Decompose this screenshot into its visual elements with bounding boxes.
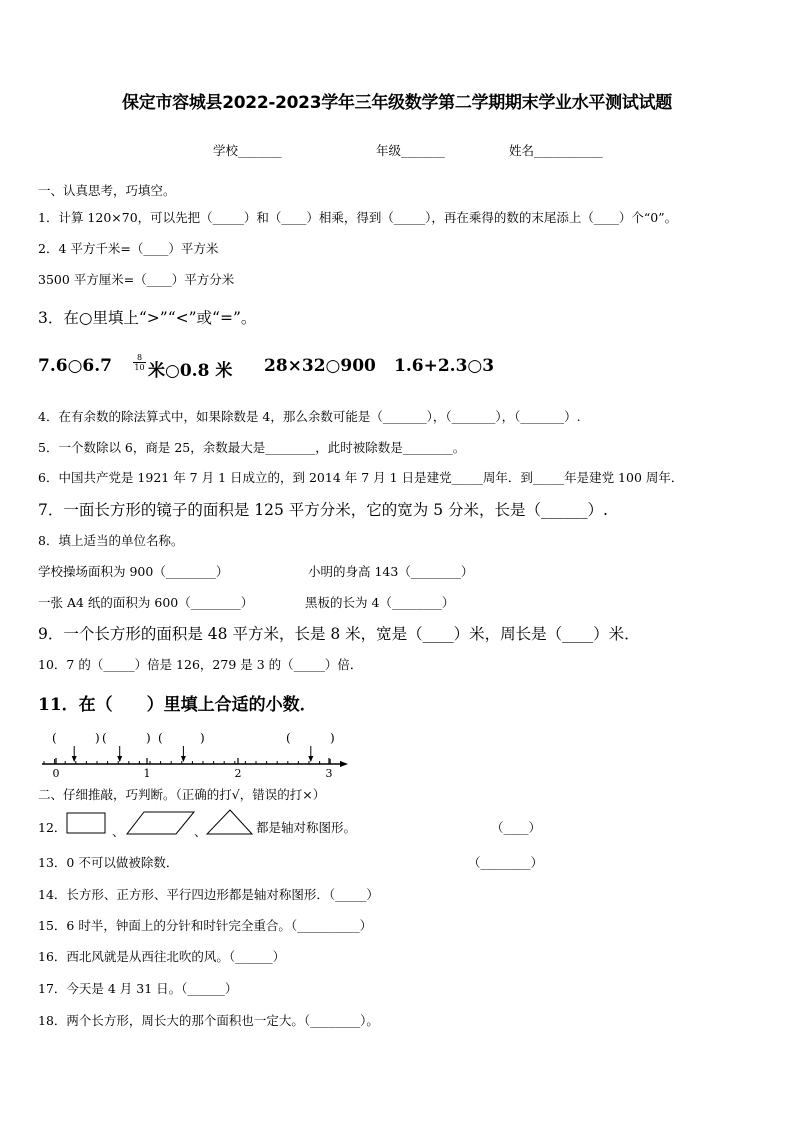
question-1: 1．计算 120×70，可以先把（_____）和（____）相乘，得到（_____），再在乘得的数的末尾添上（____）个“0”。: [38, 210, 678, 225]
shape-triangle: [206, 808, 254, 836]
number-line: [38, 726, 358, 782]
question-7: 7．一面长方形的镜子的面积是 125 平方分米，它的宽为 5 分米，长是（______）.: [38, 501, 608, 519]
compare-item-1: 7.6○6.7: [38, 356, 112, 376]
grade-field: 年级_______: [376, 143, 445, 158]
number-line-tick-label: 3: [325, 767, 333, 780]
compare-fraction: [133, 353, 146, 372]
page-title: 保定市容城县2022-2023学年三年级数学第二学期期末学业水平测试试题: [122, 93, 672, 113]
question-14: 14．长方形、正方形、平行四边形都是轴对称图形．（_____）: [38, 887, 379, 902]
section-2-heading: 二、仔细推敲，巧判断。（正确的打√，错误的打×）: [38, 787, 326, 802]
question-11: 11．在（ ）里填上合适的小数．: [38, 695, 317, 715]
question-13: 13．0 不可以做被除数．: [38, 855, 179, 870]
question-9: 9．一个长方形的面积是 48 平方米，长是 8 米，宽是（____）米，周长是（____）米．: [38, 625, 640, 643]
compare-item-2: 米○0.8 米: [148, 361, 233, 381]
question-12-answer: （____）: [491, 820, 542, 835]
shape-parallelogram: [126, 810, 196, 836]
question-2a: 2．4 平方千米=（____）平方米: [38, 241, 219, 256]
shape-rectangle: [66, 812, 108, 836]
question-8a: 学校操场面积为 900（________）: [38, 564, 229, 579]
question-12-sep-2: 、: [194, 824, 207, 839]
number-line-tick-label: 1: [143, 767, 151, 780]
question-5: 5．一个数除以 6，商是 25，余数最大是________，此时被除数是________。: [38, 440, 466, 455]
question-15: 15．6 时半，钟面上的分针和时针完全重合。（__________）: [38, 918, 373, 933]
question-13-answer: （________）: [468, 855, 544, 870]
number-line-answer-bracket: ): [200, 731, 205, 745]
question-12-number: 12．: [38, 820, 67, 835]
number-line-answer-bracket: ): [330, 731, 335, 745]
compare-item-3: 28×32○900: [264, 356, 376, 376]
question-12-text: 都是轴对称图形。: [256, 820, 357, 835]
question-8d: 黑板的长为 4（________）: [305, 595, 455, 610]
question-8b: 小明的身高 143（________）: [308, 564, 474, 579]
fraction-denominator: 10: [134, 363, 145, 372]
number-line-tick-label: 0: [52, 767, 60, 780]
question-6: 6．中国共产党是 1921 年 7 月 1 日成立的，到 2014 年 7 月 1 日是建党_____周年．到_____年是建党 100 周年．: [38, 470, 684, 485]
number-line-answer-bracket: ): [146, 731, 151, 745]
number-line-group: [42, 731, 348, 780]
number-line-answer-bracket: (: [286, 731, 291, 745]
number-line-answer-bracket: (: [52, 731, 57, 745]
question-8: 8．填上适当的单位名称。: [38, 533, 184, 548]
compare-item-4: 1.6+2.3○3: [394, 356, 495, 376]
fraction-numerator: 8: [136, 353, 143, 362]
section-1-heading: 一、认真思考，巧填空。: [38, 183, 176, 198]
number-line-answer-bracket: (: [158, 731, 163, 745]
question-2b: 3500 平方厘米=（____）平方分米: [38, 272, 235, 287]
question-12-sep-1: 、: [112, 824, 125, 839]
number-line-tick-label: 2: [234, 767, 242, 780]
question-8c: 一张 A4 纸的面积为 600（________）: [38, 595, 254, 610]
question-16: 16．西北风就是从西往北吹的风。（______）: [38, 949, 286, 964]
number-line-answer-bracket: ): [95, 731, 100, 745]
question-18: 18．两个长方形，周长大的那个面积也一定大。（________）。: [38, 1013, 379, 1028]
question-4: 4．在有余数的除法算式中，如果除数是 4，那么余数可能是（_______），（_______），（_______）.: [38, 409, 581, 424]
question-10: 10．7 的（_____）倍是 126，279 是 3 的（_____）倍．: [38, 657, 363, 672]
question-17: 17．今天是 4 月 31 日。（______）: [38, 981, 238, 996]
school-field: 学校_______: [213, 143, 282, 158]
number-line-answer-bracket: (: [102, 731, 107, 745]
question-3: 3．在○里填上“>”“<”或“=”。: [38, 309, 257, 327]
name-field: 姓名___________: [509, 143, 603, 158]
